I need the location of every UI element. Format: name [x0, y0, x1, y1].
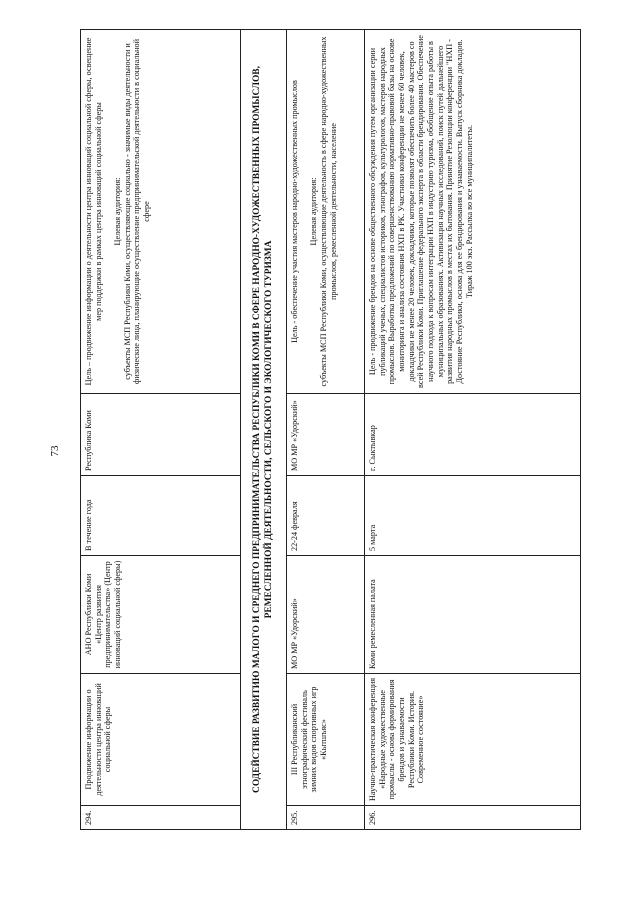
page-number: 73	[49, 445, 61, 457]
event-place: г. Сыктывкар	[365, 394, 581, 476]
event-date: 22-24 февраля	[287, 476, 365, 556]
event-date: 5 марта	[365, 476, 581, 556]
row-number: 295.	[287, 806, 365, 830]
rotated-page	[80, 30, 580, 830]
events-table	[80, 29, 581, 830]
table-row	[81, 30, 241, 830]
table-row	[287, 30, 365, 830]
event-name: III Республиканский этнографический фестиваль зимних видов спортивных игр «Кытшъяс»	[287, 674, 365, 806]
event-description: Цель - продвижение брендов на основе общественного обсуждения путем организации серии публикаций ученых, специалистов историков, этнографов, культурологов, мастеров народных промыслов. Выработка предложений по совершенствованию нормативно-правовой базы на основе мониторинга и анализа состояния НХП в РК. Участники конференции не менее 60 человек, докладчики не менее 20 человек, докладчики, которые позволят обеспечить более 40 мастеров со всей Республики Коми. Приглашение федерального эксперта в области брендирования. Обеспечение научного подхода к вопросам интеграции НХП в индустрию туризма, обобщение опыта работы в муниципальных образованиях. Активизация научных исследований, поиск путей дальнейшего развития народных промыслов в местах их бытования. Принятие Резолюции конференции "НХП - Достояние Республики, основа для ее брендирования и узнаваемости. Выпуск сборника докладов. Тираж 100 экз. Рассылка во все муниципалитеты.	[365, 30, 581, 394]
event-description: Цель - обеспечение участия мастеров народно-художественных промыслов Целевая аудитория: субъекты МСП Республики Коми, осуществляющие деятельность в сфере народно-художественных промыслов, ремесленной деятельности, население	[287, 30, 365, 394]
events-table-wrapper	[80, 30, 580, 830]
organizer: АНО Республики Коми «Центр развития предпринимательства» (Центр инноваций социальной сферы)	[81, 556, 241, 674]
event-description: Цель – продвижение информации о деятельности центра инноваций социальной сферы, освещение мер поддержки в рамках центра инноваций социальной сферы Целевая аудитория: субъекты МСП Республики Коми, осуществляющие социально - значимые виды деятельности и физические лица, планирующие осуществление предпринимательской деятельности в социальной сфере	[81, 30, 241, 394]
row-number: 296.	[365, 806, 581, 830]
section-title: СОДЕЙСТВИЕ РАЗВИТИЮ МАЛОГО И СРЕДНЕГО ПРЕДПРИНИМАТЕЛЬСТВА РЕСПУБЛИКИ КОМИ В СФЕРЕ НАРОДНО-ХУДОЖЕСТВЕННЫХ ПРОМЫСЛОВ, РЕМЕСЛЕННОЙ ДЕЯТЕЛЬНОСТИ, СЕЛЬСКОГО И ЭКОЛОГИЧЕСКОГО ТУРИЗМА	[241, 30, 287, 830]
event-place: МО МР «Удорский»	[287, 394, 365, 476]
organizer: МО МР «Удорский»	[287, 556, 365, 674]
table-row	[365, 30, 581, 830]
event-name: Продвижение информации о деятельности центра инноваций социальной сферы	[81, 674, 241, 806]
organizer: Коми ремесленная палата	[365, 556, 581, 674]
event-place: Республика Коми	[81, 394, 241, 476]
section-row	[241, 30, 287, 830]
event-date: В течение года	[81, 476, 241, 556]
row-number: 294.	[81, 806, 241, 830]
event-name: Научно-практическая конференция «Народные художественные промыслы - основа формирования брендов и узнаваемости Республики Коми. История. Современное состояние»	[365, 674, 581, 806]
